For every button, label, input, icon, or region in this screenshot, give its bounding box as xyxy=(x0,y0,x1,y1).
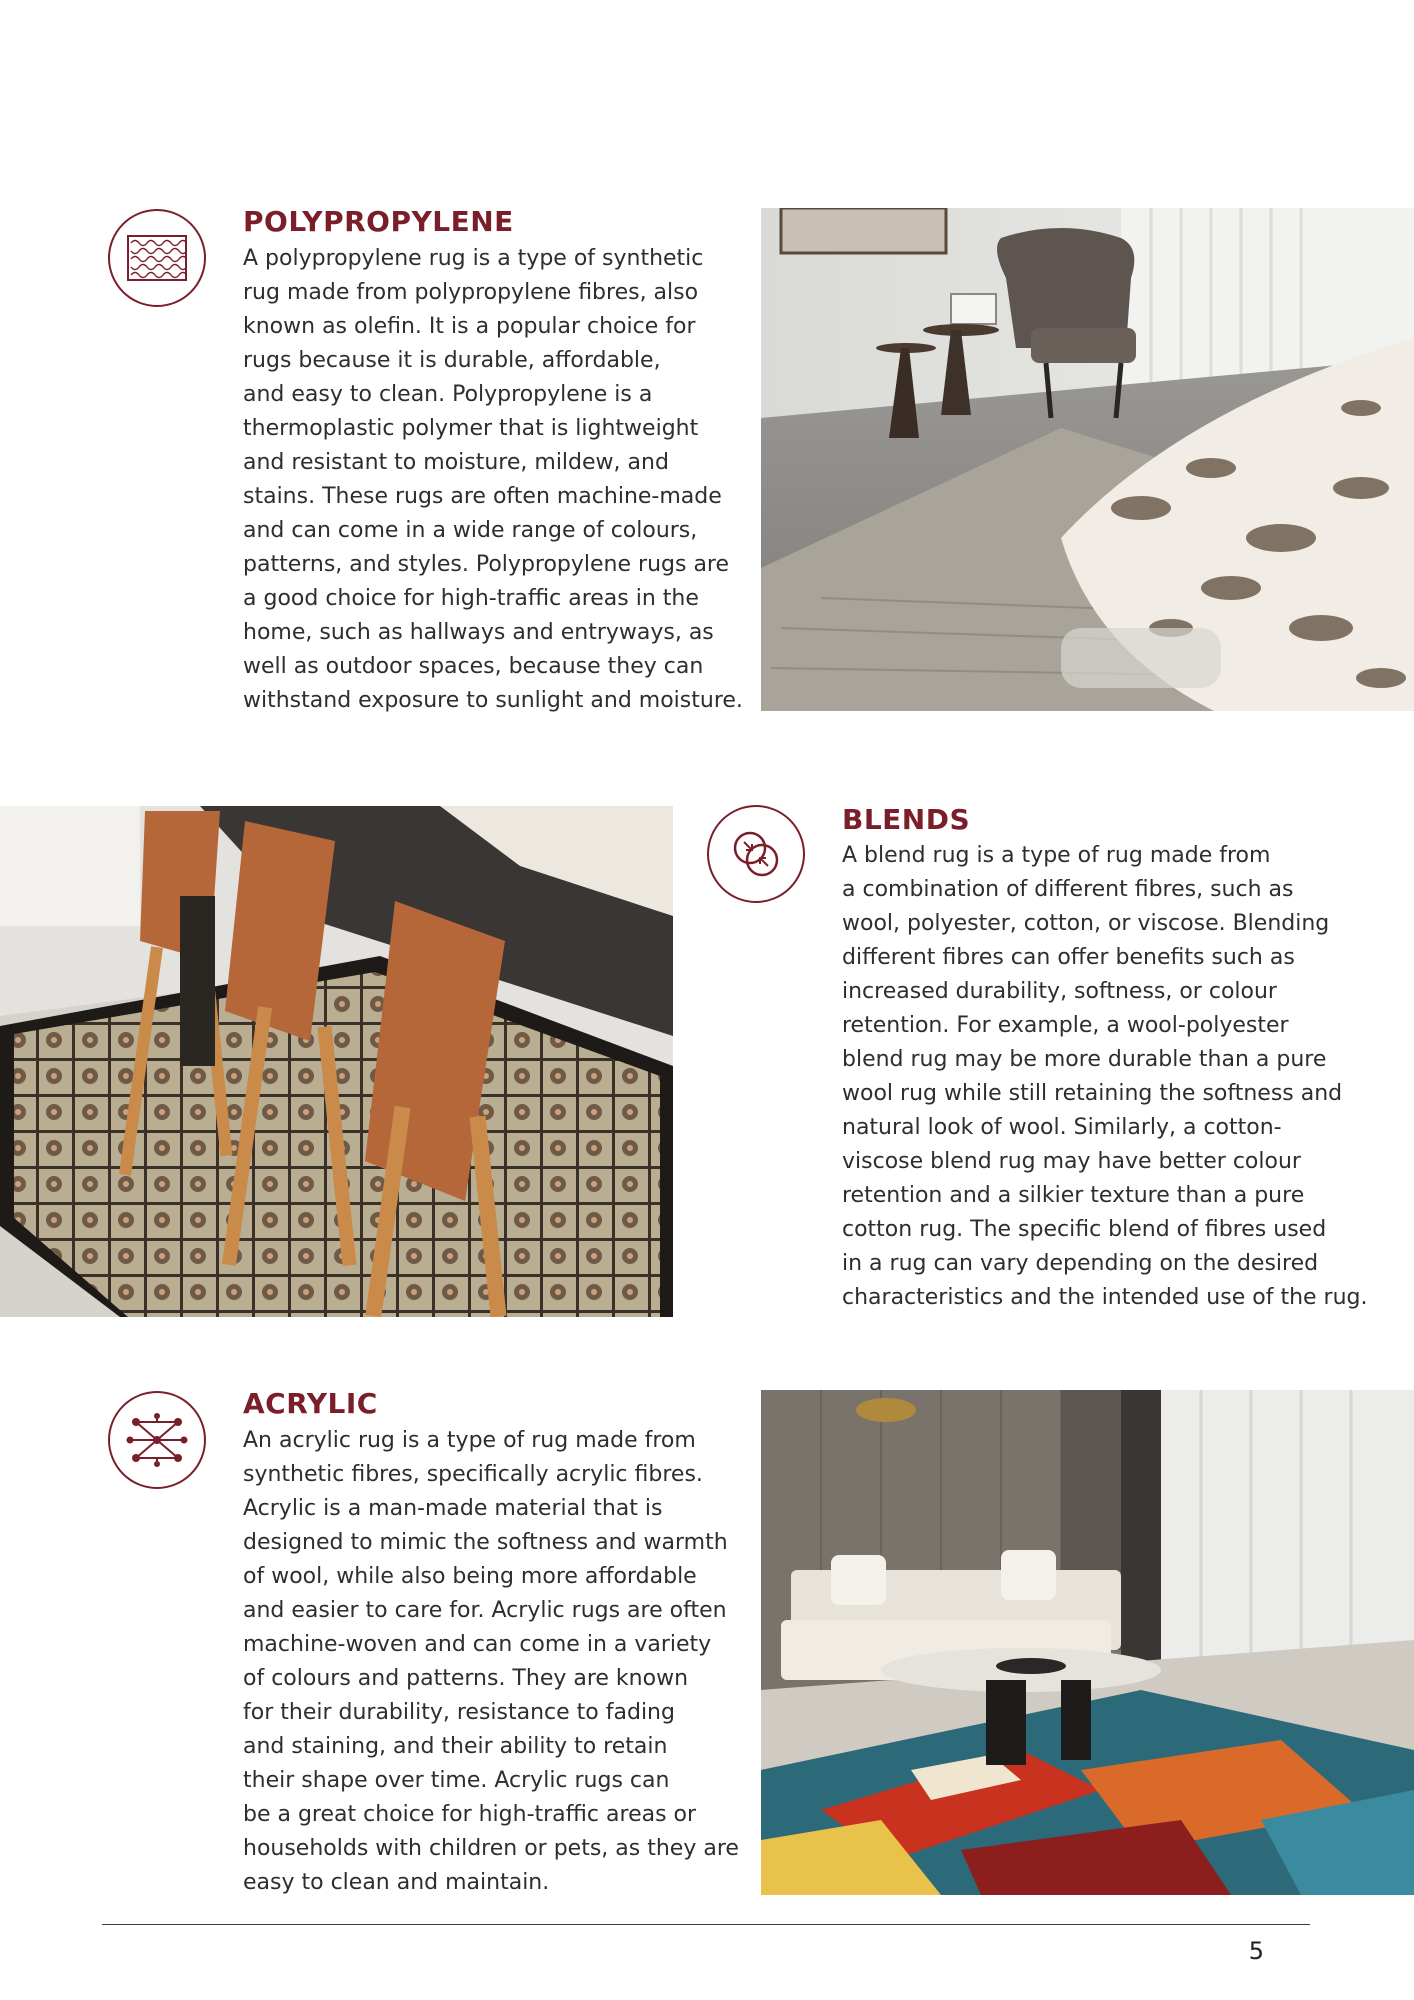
body-line: households with children or pets, as they are xyxy=(243,1836,739,1861)
body-line: increased durability, softness, or colour xyxy=(842,979,1277,1004)
blends-heading: BLENDS xyxy=(842,803,971,836)
body-line: a combination of different fibres, such as xyxy=(842,877,1294,902)
body-line: wool rug while still retaining the softness and xyxy=(842,1081,1343,1106)
body-line: thermoplastic polymer that is lightweight xyxy=(243,416,699,441)
body-line: rug made from polypropylene fibres, also xyxy=(243,280,699,305)
footer-divider xyxy=(102,1924,1310,1925)
body-line: retention and a silkier texture than a pure xyxy=(842,1183,1305,1208)
body-line: wool, polyester, cotton, or viscose. Blending xyxy=(842,911,1330,936)
woven-mesh-icon xyxy=(127,235,187,281)
body-line: rugs because it is durable, affordable, xyxy=(243,348,661,373)
blended-circles-icon xyxy=(726,824,786,884)
body-line: characteristics and the intended use of the rug. xyxy=(842,1285,1368,1310)
body-line: of wool, while also being more affordable xyxy=(243,1564,697,1589)
body-line: retention. For example, a wool-polyester xyxy=(842,1013,1289,1038)
body-line: different fibres can offer benefits such as xyxy=(842,945,1295,970)
body-line: cotton rug. The specific blend of fibres used xyxy=(842,1217,1327,1242)
body-line: designed to mimic the softness and warmth xyxy=(243,1530,728,1555)
body-line: A blend rug is a type of rug made from xyxy=(842,843,1271,868)
body-line: withstand exposure to sunlight and moisture. xyxy=(243,688,743,713)
molecule-icon xyxy=(126,1412,188,1468)
body-line: home, such as hallways and entryways, as xyxy=(243,620,714,645)
acrylic-icon-badge xyxy=(108,1391,206,1489)
body-line: in a rug can vary depending on the desired xyxy=(842,1251,1319,1276)
body-line: well as outdoor spaces, because they can xyxy=(243,654,704,679)
body-line: for their durability, resistance to fading xyxy=(243,1700,675,1725)
acrylic-body xyxy=(243,1424,739,1900)
body-line: machine-woven and can come in a variety xyxy=(243,1632,712,1657)
dining-chairs-rug-photo xyxy=(0,806,673,1317)
bedroom-fur-throw-photo xyxy=(761,208,1414,711)
blends-icon-badge xyxy=(707,805,805,903)
body-line: An acrylic rug is a type of rug made from xyxy=(243,1428,696,1453)
polypropylene-body xyxy=(243,242,743,718)
body-line: and resistant to moisture, mildew, and xyxy=(243,450,669,475)
body-line: Acrylic is a man-made material that is xyxy=(243,1496,663,1521)
body-line: a good choice for high-traffic areas in the xyxy=(243,586,699,611)
body-line: and staining, and their ability to retain xyxy=(243,1734,668,1759)
body-line: their shape over time. Acrylic rugs can xyxy=(243,1768,670,1793)
body-line: stains. These rugs are often machine-made xyxy=(243,484,722,509)
acrylic-heading: ACRYLIC xyxy=(243,1387,378,1420)
body-line: be a great choice for high-traffic areas or xyxy=(243,1802,697,1827)
body-line: blend rug may be more durable than a pure xyxy=(842,1047,1327,1072)
living-room-colorful-rug-photo xyxy=(761,1390,1414,1895)
blends-body xyxy=(842,839,1368,1315)
body-line: A polypropylene rug is a type of synthetic xyxy=(243,246,704,271)
body-line: natural look of wool. Similarly, a cotton- xyxy=(842,1115,1282,1140)
body-line: patterns, and styles. Polypropylene rugs are xyxy=(243,552,730,577)
polypropylene-heading: POLYPROPYLENE xyxy=(243,205,514,238)
body-line: known as olefin. It is a popular choice for xyxy=(243,314,696,339)
polypropylene-icon-badge xyxy=(108,209,206,307)
body-line: and easier to care for. Acrylic rugs are often xyxy=(243,1598,727,1623)
body-line: synthetic fibres, specifically acrylic fibres. xyxy=(243,1462,703,1487)
body-line: and easy to clean. Polypropylene is a xyxy=(243,382,653,407)
body-line: easy to clean and maintain. xyxy=(243,1870,550,1895)
body-line: viscose blend rug may have better colour xyxy=(842,1149,1301,1174)
page-number: 5 xyxy=(1248,1937,1264,1965)
body-line: and can come in a wide range of colours, xyxy=(243,518,698,543)
body-line: of colours and patterns. They are known xyxy=(243,1666,689,1691)
